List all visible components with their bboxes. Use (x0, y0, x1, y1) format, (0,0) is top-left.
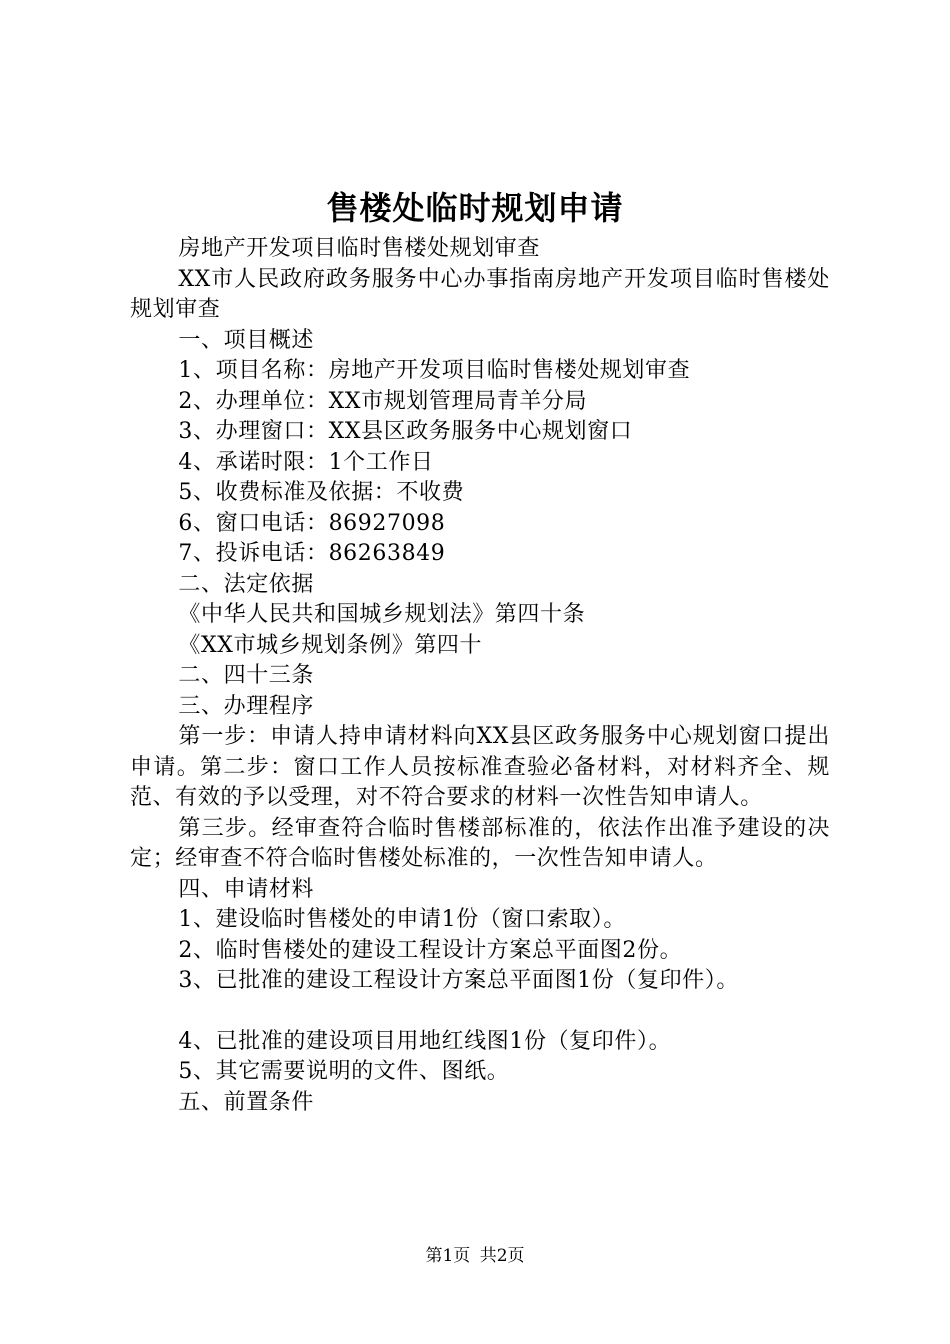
materials-item: 5、其它需要说明的文件、图纸。 (178, 1059, 510, 1084)
materials-item: 4、已批准的建设项目用地红线图1份（复印件）。 (178, 1028, 672, 1054)
overview-item-window: 3、办理窗口：XX县区政务服务中心规划窗口 (178, 419, 633, 444)
materials-item: 2、临时售楼处的建设工程设计方案总平面图2份。 (178, 937, 683, 963)
materials-item: 3、已批准的建设工程设计方案总平面图1份（复印件）。 (178, 968, 739, 993)
legal-basis-item: 《XX市城乡规划条例》第四十 (178, 632, 483, 658)
document-body (130, 234, 830, 1118)
paragraph-subtitle: 房地产开发项目临时售楼处规划审查 (178, 236, 540, 261)
page-footer (0, 1244, 950, 1268)
document-title: 售楼处临时规划申请 (326, 189, 624, 227)
procedure-step-paragraph: 第一步：申请人持申请材料向XX县区政务服务中心规划窗口提出申请。第二步：窗口工作人员按标准查验必备材料，对材料齐全、规范、有效的予以受理，对不符合要求的材料一次性告知申请人。 (130, 724, 830, 810)
legal-basis-item: 二、四十三条 (178, 663, 314, 688)
section-heading-materials: 四、申请材料 (178, 876, 314, 902)
procedure-step-paragraph: 第三步。经审查符合临时售楼部标准的，依法作出准予建设的决定；经审查不符合临时售楼处标准的，一次性告知申请人。 (130, 815, 830, 871)
section-heading-overview: 一、项目概述 (178, 327, 314, 353)
section-heading-preconditions: 五、前置条件 (178, 1089, 314, 1115)
page-number: 第1页 (425, 1246, 471, 1266)
overview-item-complaint-phone: 7、投诉电话：86263849 (178, 541, 446, 566)
section-heading-procedure: 三、办理程序 (178, 693, 314, 719)
overview-item-time-limit: 4、承诺时限：1个工作日 (178, 449, 434, 475)
overview-item-fee: 5、收费标准及依据：不收费 (178, 480, 465, 505)
materials-item: 1、建设临时售楼处的申请1份（窗口索取）。 (178, 907, 626, 932)
overview-item-unit: 2、办理单位：XX市规划管理局青羊分局 (178, 388, 588, 414)
page-total: 共2页 (479, 1246, 525, 1266)
overview-item-name: 1、项目名称：房地产开发项目临时售楼处规划审查 (178, 358, 691, 383)
legal-basis-item: 《中华人民共和国城乡规划法》第四十条 (178, 602, 586, 627)
overview-item-window-phone: 6、窗口电话：86927098 (178, 510, 446, 536)
section-heading-legal-basis: 二、法定依据 (178, 571, 314, 597)
paragraph-guide-heading: XX市人民政府政务服务中心办事指南房地产开发项目临时售楼处规划审查 (130, 266, 830, 322)
